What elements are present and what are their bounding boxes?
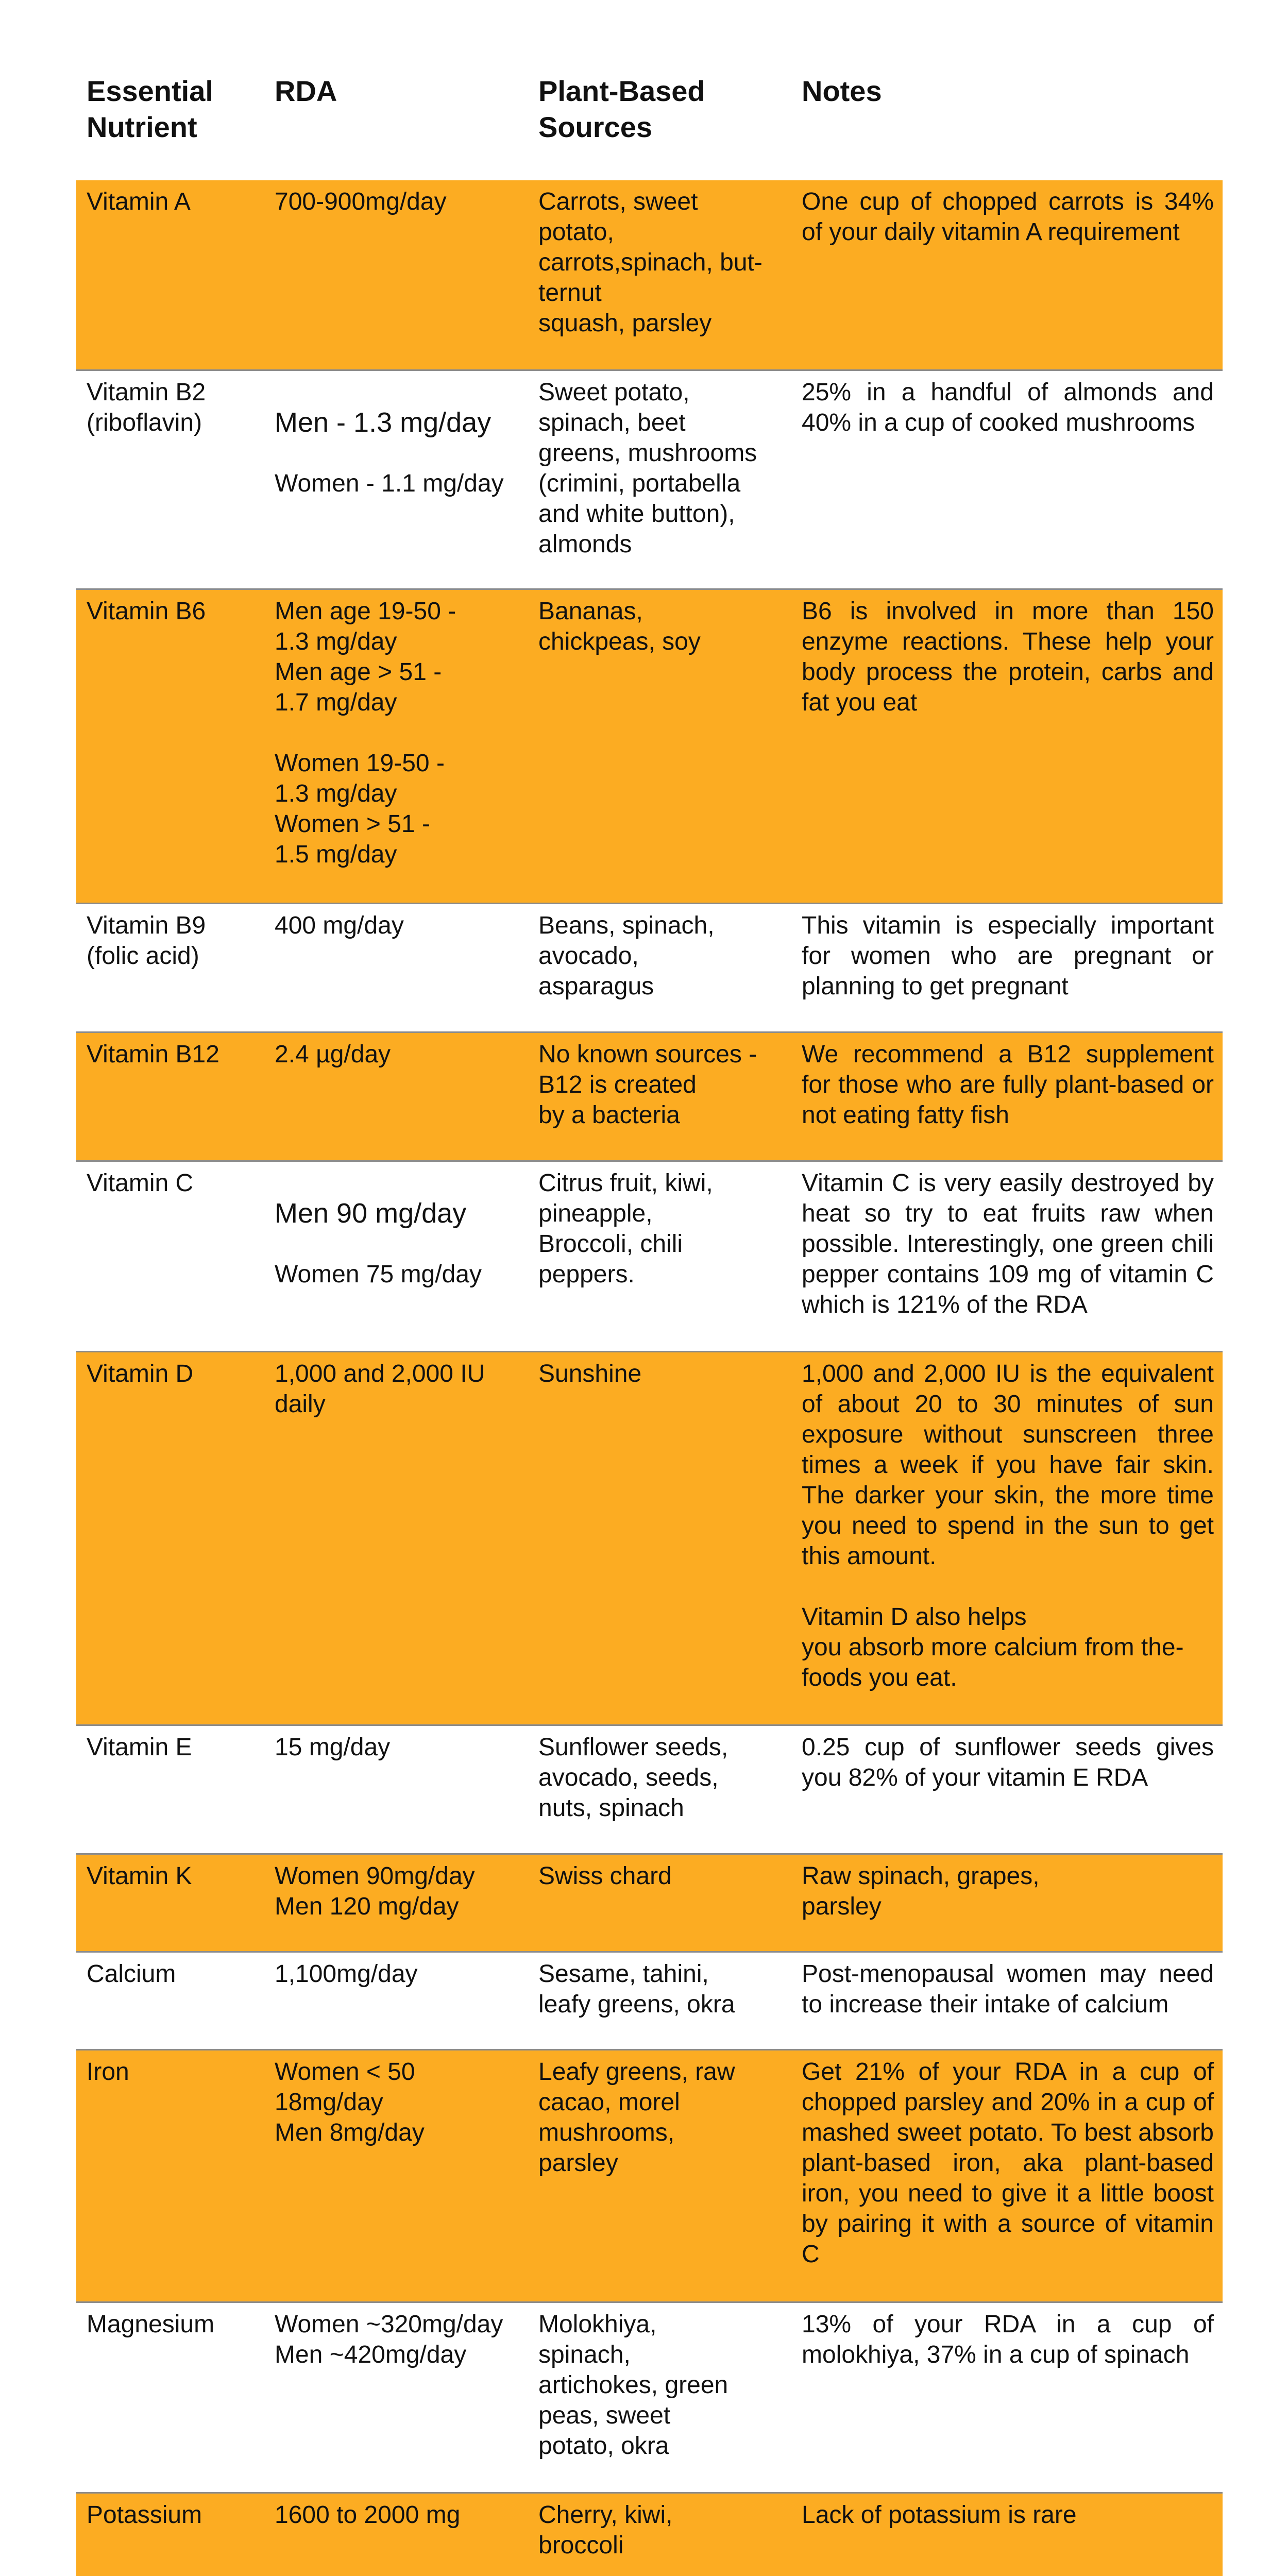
nutrient-name: Magnesium: [87, 2311, 215, 2338]
notes-text: 1,000 and 2,000 IU is the equivalent of about 20 to 30 minutes of sun exposure without sunscreen three times a week if you have fair skin. The darker your skin, the more time you need to spend in the sun to get this amount. Vitamin D also helps you absorb more calcium from the- foods you eat.: [802, 1360, 1214, 1691]
nutrient-name: Vitamin D: [87, 1360, 194, 1387]
rda-men: Men 90 mg/day: [275, 1198, 467, 1229]
table-row: [76, 904, 1223, 1033]
table-row: [76, 180, 1223, 371]
table-header: [76, 66, 1223, 179]
rda-value: Women < 50 18mg/day Men 8mg/day: [275, 2058, 425, 2146]
nutrient-name: Vitamin B9 (folic acid): [87, 912, 206, 970]
plant-sources: Leafy greens, raw cacao, morel mushrooms, parsley: [538, 2058, 735, 2177]
plant-sources: Carrots, sweet potato, carrots,spinach, but- ternut squash, parsley: [538, 188, 762, 337]
header-nutrient: Essential Nutrient: [87, 75, 213, 143]
plant-sources: Sweet potato, spinach, beet greens, mushrooms (crimini, portabella and white button), almonds: [538, 379, 757, 558]
notes-text: We recommend a B12 supplement for those who are fully plant-based or not eating fatty fish: [802, 1041, 1214, 1129]
rda-value: 15 mg/day: [275, 1734, 391, 1761]
table-row: [76, 1726, 1223, 1855]
notes-text: Vitamin C is very easily destroyed by heat so try to eat fruits raw when possible. Interestingly, one green chili pepper contains 109 mg of vitamin C which is 121% of the RDA: [802, 1170, 1214, 1318]
nutrient-name: Vitamin B2 (riboflavin): [87, 379, 206, 436]
header-sources: Plant-Based Sources: [538, 75, 705, 143]
nutrient-name: Calcium: [87, 1960, 176, 1988]
nutrient-name: Vitamin C: [87, 1170, 194, 1197]
plant-sources: Sunshine: [538, 1360, 642, 1387]
notes-text: Lack of potassium is rare: [802, 2501, 1077, 2529]
plant-sources: Molokhiya, spinach, artichokes, green peas, sweet potato, okra: [538, 2311, 728, 2460]
nutrient-name: Iron: [87, 2058, 129, 2086]
notes-text: 13% of your RDA in a cup of molokhiya, 37% in a cup of spinach: [802, 2311, 1214, 2368]
rda-value: [275, 1168, 522, 1320]
nutrient-name: Vitamin B12: [87, 1041, 219, 1068]
rda-value: Men age 19-50 - 1.3 mg/day Men age > 51 - 1.7 mg/day Women 19-50 - 1.3 mg/day Women > 51 - 1.5 mg/day: [275, 598, 456, 868]
plant-sources: Sesame, tahini, leafy greens, okra: [538, 1960, 735, 2018]
plant-sources: No known sources - B12 is created by a bacteria: [538, 1041, 757, 1129]
rda-value: 1,100mg/day: [275, 1960, 418, 1988]
table-row: [76, 1352, 1223, 1726]
rda-value: [275, 377, 522, 529]
table-row: [76, 1855, 1223, 1953]
table-row: [76, 1033, 1223, 1162]
plant-sources: Cherry, kiwi, broccoli: [538, 2501, 673, 2559]
plant-sources: Swiss chard: [538, 1862, 672, 1890]
header-rda: RDA: [275, 75, 337, 107]
nutrient-name: Vitamin K: [87, 1862, 192, 1890]
rda-women: Women - 1.1 mg/day: [275, 470, 504, 497]
table-row: [76, 2050, 1223, 2303]
table-row: [76, 2303, 1223, 2494]
rda-men: Men - 1.3 mg/day: [275, 407, 492, 438]
table-row: [76, 1953, 1223, 2050]
plant-sources: Bananas, chickpeas, soy: [538, 598, 701, 655]
table-row: [76, 590, 1223, 904]
header-notes: Notes: [802, 75, 882, 107]
table-row: [76, 2494, 1223, 2576]
plant-sources: Citrus fruit, kiwi, pineapple, Broccoli, chili peppers.: [538, 1170, 713, 1288]
rda-value: Women 90mg/day Men 120 mg/day: [275, 1862, 475, 1920]
notes-text: Post-menopausal women may need to increase their intake of calcium: [802, 1960, 1214, 2018]
notes-text: Get 21% of your RDA in a cup of chopped parsley and 20% in a cup of mashed sweet potato. To best absorb plant-based iron, aka plant-based iron, you need to give it a little boost by pairing it with a source of vitamin C: [802, 2058, 1214, 2268]
notes-text: 0.25 cup of sunflower seeds gives you 82% of your vitamin E RDA: [802, 1734, 1214, 1791]
nutrient-name: Potassium: [87, 2501, 202, 2529]
rda-women: Women 75 mg/day: [275, 1261, 482, 1288]
rda-value: 700-900mg/day: [275, 188, 447, 215]
notes-text: 25% in a handful of almonds and 40% in a cup of cooked mushrooms: [802, 379, 1214, 436]
rda-value: 1,000 and 2,000 IU daily: [275, 1360, 485, 1418]
nutrient-name: Vitamin E: [87, 1734, 192, 1761]
rda-value: 1600 to 2000 mg: [275, 2501, 461, 2529]
plant-sources: Sunflower seeds, avocado, seeds, nuts, spinach: [538, 1734, 728, 1822]
nutrient-name: Vitamin A: [87, 188, 191, 215]
rda-value: 400 mg/day: [275, 912, 404, 939]
notes-text: Raw spinach, grapes, parsley: [802, 1862, 1040, 1920]
rda-value: 2.4 µg/day: [275, 1041, 391, 1068]
table-body: [76, 180, 1223, 2576]
notes-text: One cup of chopped carrots is 34% of your daily vitamin A requirement: [802, 188, 1214, 246]
notes-text: This vitamin is especially important for women who are pregnant or planning to get pregnant: [802, 912, 1214, 1000]
table-row: [76, 371, 1223, 590]
table-row: [76, 1162, 1223, 1352]
notes-text: B6 is involved in more than 150 enzyme reactions. These help your body process the protein, carbs and fat you eat: [802, 598, 1214, 716]
rda-value: Women ~320mg/day Men ~420mg/day: [275, 2311, 503, 2368]
nutrient-name: Vitamin B6: [87, 598, 206, 625]
plant-sources: Beans, spinach, avocado, asparagus: [538, 912, 715, 1000]
